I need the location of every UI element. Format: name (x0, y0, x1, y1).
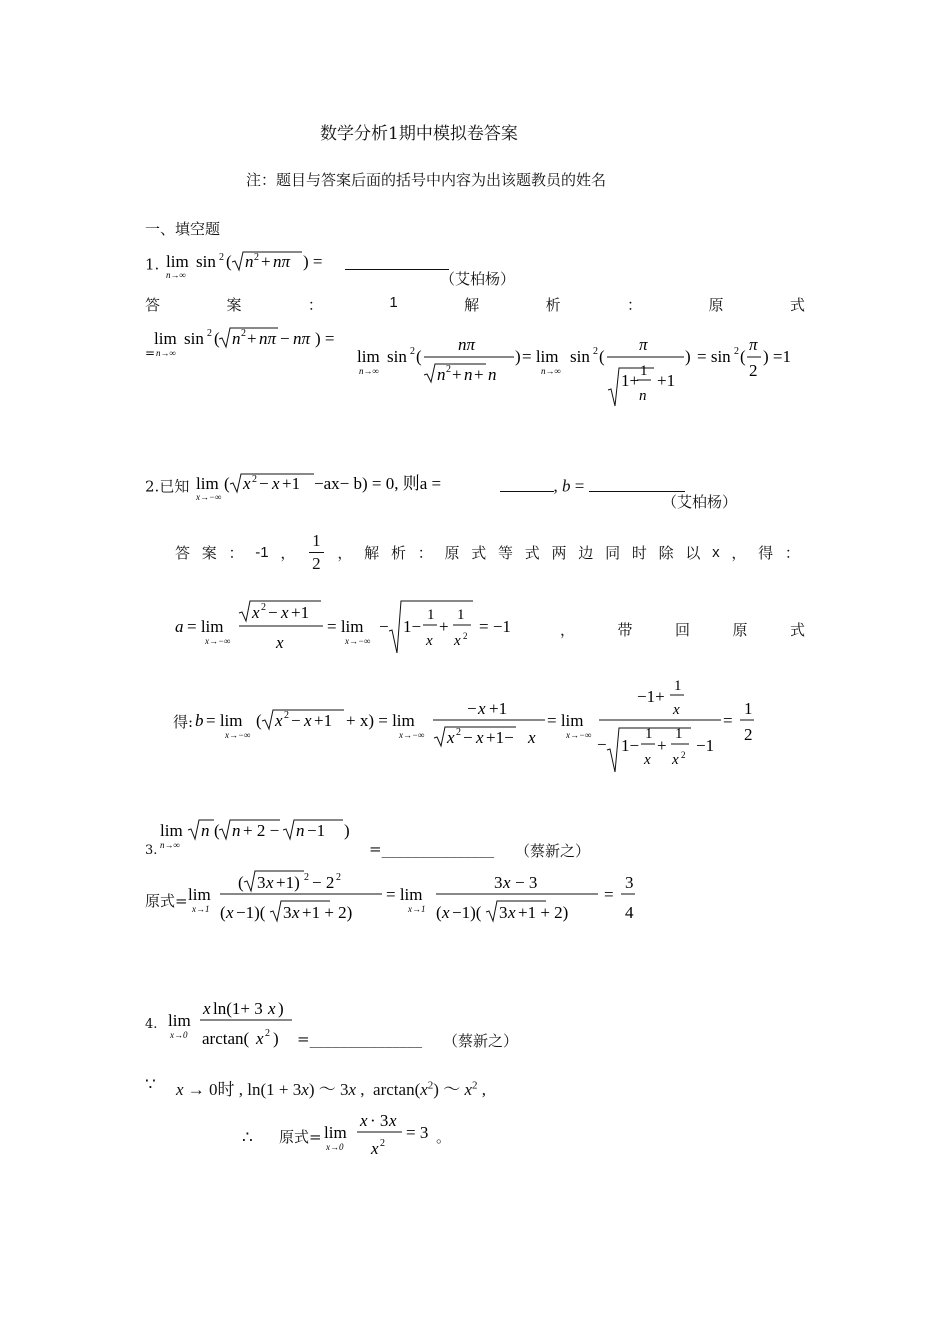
q1-answer-char: ： (307, 296, 323, 314)
q2-answer-char: 析 (390, 544, 406, 562)
svg-text:2: 2 (284, 710, 289, 721)
svg-text:2: 2 (410, 346, 415, 357)
svg-text:−1: −1 (307, 821, 326, 840)
svg-text:+1: +1 (489, 699, 508, 718)
author-note: 注：题目与答案后面的括号中内容为出该题教员的姓名 (246, 171, 607, 189)
q2-daihui-row (560, 619, 805, 640)
svg-text:2: 2 (380, 1138, 385, 1149)
svg-text:x: x (672, 752, 679, 768)
svg-text:−ax− b) = 0, 则a =: −ax− b) = 0, 则a = (314, 474, 442, 493)
svg-text:): ) (344, 821, 350, 840)
svg-text:1+: 1+ (621, 371, 640, 390)
svg-text:+: + (474, 365, 484, 384)
q1-question (145, 250, 449, 280)
svg-text:+1): +1) (276, 873, 300, 892)
q2-answer-x: x (712, 544, 720, 561)
q2-answer-char: 原 (444, 544, 460, 562)
q2-blank-a[interactable] (500, 477, 554, 492)
q2-answer-line (175, 530, 800, 575)
svg-text:(: ( (220, 903, 226, 922)
svg-text:x: x (442, 903, 450, 922)
svg-text:= 3: = 3 (406, 1123, 429, 1142)
svg-text:n: n (639, 388, 647, 404)
q1-answer-char: 解 (464, 296, 480, 314)
svg-text:1−: 1− (621, 736, 640, 755)
svg-text:) =1: ) =1 (763, 347, 791, 366)
q4-end: 。 (436, 1128, 452, 1146)
svg-text:n: n (245, 252, 254, 271)
svg-text:−1)(: −1)( (236, 903, 266, 922)
q2-answer-char: 案 (201, 544, 217, 562)
svg-text:x: x (528, 728, 536, 747)
svg-text:sin: sin (184, 329, 204, 348)
svg-text:x: x (508, 903, 516, 922)
q3-number: 3. (145, 843, 158, 858)
q1-answer-char: 式 (789, 296, 805, 314)
svg-text:2: 2 (304, 872, 309, 883)
q2-question: 2.已知 lim x→−∞ ( x 2 − x +1 −ax− b) = 0, 则a = , b = (145, 472, 685, 502)
svg-text:lim: lim (357, 347, 380, 366)
svg-text:2: 2 (463, 631, 468, 641)
svg-text:3: 3 (494, 873, 503, 892)
svg-text:(: ( (238, 873, 244, 892)
svg-text:2: 2 (446, 364, 451, 375)
svg-text:lim: lim (188, 885, 211, 904)
q1-answer-char: 原 (708, 296, 724, 314)
svg-text:x: x (644, 752, 651, 768)
svg-text:n: n (232, 821, 241, 840)
svg-text:nπ: nπ (293, 329, 311, 348)
q2-answer-char: 以 (685, 544, 701, 562)
svg-text:lim: lim (168, 1011, 191, 1030)
q2-answer-char: 得 (758, 544, 774, 562)
svg-text:−1: −1 (696, 736, 715, 755)
q2-daihui-line (560, 619, 805, 640)
svg-text:2: 2 (265, 1028, 270, 1039)
svg-text:lim: lim (196, 474, 220, 493)
svg-text:1: 1 (675, 726, 683, 742)
q1-answer-char: ： (627, 296, 643, 314)
svg-text:2: 2 (749, 361, 758, 380)
svg-text:+1: +1 (657, 371, 676, 390)
svg-text:x→−∞: x→−∞ (399, 730, 425, 740)
svg-text:n: n (464, 365, 473, 384)
svg-text:= lim: = lim (522, 347, 559, 366)
q4-solution-label: 原式= (279, 1128, 322, 1146)
q2-prefix: 已知 (159, 477, 190, 496)
svg-text:· 3: · 3 (370, 1111, 389, 1130)
q2-answer-char: 边 (578, 544, 594, 562)
svg-text:x: x (389, 1111, 397, 1130)
svg-text:2: 2 (336, 872, 341, 883)
svg-text:−: − (280, 329, 290, 348)
svg-text:2: 2 (261, 602, 266, 613)
svg-text:x: x (272, 474, 280, 493)
svg-text:): ) (278, 999, 284, 1018)
svg-text:x: x (252, 603, 260, 622)
svg-text:x: x (226, 903, 234, 922)
section-heading: 一、填空题 (145, 220, 221, 238)
q2-answer-char: 解 (364, 544, 380, 562)
svg-text:+1 + 2): +1 + 2) (518, 903, 569, 922)
q2-daihui-char: ， (560, 621, 576, 639)
svg-text:n→∞: n→∞ (541, 366, 561, 376)
svg-text:nπ: nπ (259, 329, 277, 348)
svg-text:x: x (673, 702, 680, 718)
q2-answer-char: ， (280, 544, 296, 562)
svg-text:x→−∞: x→−∞ (225, 730, 251, 740)
svg-text:= lim: = lim (187, 617, 224, 636)
svg-text:1: 1 (744, 699, 753, 718)
svg-text:x→1: x→1 (408, 904, 426, 914)
q1-solution-formula (152, 320, 812, 419)
q3-solution-formula (186, 866, 646, 940)
svg-text:x: x (275, 711, 283, 730)
svg-text:+1 + 2): +1 + 2) (302, 903, 353, 922)
svg-text:nπ: nπ (458, 335, 476, 354)
q2-answer-char: ， (731, 544, 747, 562)
svg-text:= lim: = lim (386, 885, 423, 904)
svg-text:−: − (597, 735, 607, 754)
svg-text:n→∞: n→∞ (156, 348, 176, 358)
q1-answer-blank[interactable] (345, 255, 449, 270)
svg-text:n→∞: n→∞ (160, 840, 180, 850)
svg-text:= lim: = lim (547, 711, 584, 730)
svg-text:) =: ) = (315, 329, 335, 348)
svg-text:+1: +1 (291, 603, 310, 622)
q2-answer-char: ， (337, 544, 353, 562)
svg-text:−1)(: −1)( (452, 903, 482, 922)
svg-text:nπ: nπ (273, 252, 291, 271)
svg-text:+: + (261, 252, 271, 271)
q3-question-formula (158, 814, 373, 858)
svg-text:−: − (463, 728, 473, 747)
svg-text:1−: 1− (403, 617, 422, 636)
svg-text:3: 3 (499, 903, 508, 922)
svg-text:+ 2 −: + 2 − (243, 821, 280, 840)
svg-text:= sin: = sin (697, 347, 731, 366)
svg-text:): ) (515, 347, 521, 366)
q1-answer-line (145, 294, 805, 315)
svg-text:x: x (476, 728, 484, 747)
q4-author: （蔡新之） (443, 1032, 519, 1050)
q3-solution-label: 原式= (145, 892, 188, 910)
svg-text:(: ( (599, 347, 605, 366)
svg-text:= lim: = lim (327, 617, 364, 636)
svg-text:(: ( (416, 347, 422, 366)
svg-text:(: ( (226, 252, 233, 271)
svg-text:π: π (639, 335, 648, 354)
svg-text:x: x (243, 474, 251, 493)
svg-text:x: x (292, 903, 300, 922)
svg-text:2: 2 (593, 346, 598, 357)
svg-text:2: 2 (241, 328, 246, 339)
svg-text:2: 2 (252, 474, 258, 485)
q1-answer-value: 1 (389, 294, 398, 311)
svg-text:n: n (201, 821, 210, 840)
q4-equivalence: x → 0时 , ln(1 + 3x) ～ 3x , $\arctan(x^2)$ ～ $x^2$ , (176, 1079, 486, 1099)
svg-text:+1−: +1− (486, 728, 514, 747)
svg-text:x→−∞: x→−∞ (345, 636, 371, 646)
q2-answer-char: 两 (551, 544, 567, 562)
q1-answer-char: 析 (545, 296, 561, 314)
svg-text:3: 3 (257, 873, 266, 892)
svg-text:) =: ) = (303, 252, 323, 271)
svg-text:+: + (452, 365, 462, 384)
svg-text:x: x (478, 699, 486, 718)
svg-text:+1: +1 (314, 711, 333, 730)
svg-text:x: x (266, 873, 274, 892)
svg-text:sin: sin (387, 347, 407, 366)
svg-text:−: − (291, 711, 301, 730)
q2-answer-char: 式 (471, 544, 487, 562)
svg-text:n: n (488, 365, 497, 384)
svg-text:lim: lim (166, 252, 190, 271)
svg-text:(: ( (224, 474, 231, 493)
svg-text:= lim: = lim (206, 711, 243, 730)
svg-text:(: ( (740, 347, 746, 366)
svg-text:−: − (259, 474, 270, 493)
svg-text:3: 3 (283, 903, 292, 922)
svg-text:2: 2 (681, 750, 686, 760)
q2-answer-b: $\frac{1}{2}$ (309, 530, 324, 575)
svg-text:lim: lim (160, 821, 183, 840)
svg-text:(: ( (256, 711, 262, 730)
svg-text:− 3: − 3 (515, 873, 538, 892)
svg-text:=: = (604, 885, 614, 904)
q1-number: 1. (145, 255, 160, 274)
svg-text:x→0: x→0 (326, 1142, 344, 1152)
q1-author: （艾柏杨） (440, 270, 516, 288)
svg-text:(: ( (214, 329, 220, 348)
q2-de: 得: (173, 713, 194, 731)
q2-answer-char: 除 (658, 544, 674, 562)
svg-text:x→1: x→1 (192, 904, 210, 914)
because-symbol: ∵ (145, 1075, 156, 1095)
svg-text:2: 2 (254, 252, 260, 263)
svg-text:−1+: −1+ (637, 687, 665, 706)
svg-text:+1: +1 (282, 474, 301, 493)
q4-solution-formula (322, 1108, 432, 1168)
q2-a-formula (173, 595, 533, 659)
q2-answer-char: ： (228, 544, 244, 562)
svg-text:x: x (276, 633, 284, 652)
q3-blank[interactable]: =_______________ (369, 840, 495, 858)
svg-text:(: ( (436, 903, 442, 922)
svg-text:n: n (296, 821, 305, 840)
svg-text:x→−∞: x→−∞ (205, 636, 231, 646)
q2-author: （艾柏杨） (662, 493, 738, 511)
q1-question-formula (164, 252, 344, 280)
svg-text:x→−∞: x→−∞ (196, 492, 222, 502)
q1-answer-prefix-row (145, 294, 805, 315)
svg-text:x: x (371, 1139, 379, 1158)
svg-text:2: 2 (744, 725, 753, 744)
svg-text:+: + (439, 617, 449, 636)
svg-text:=: = (723, 711, 733, 730)
q2-answer-char: 时 (631, 544, 647, 562)
svg-text:n→∞: n→∞ (166, 270, 187, 280)
svg-text:− 2: − 2 (312, 873, 335, 892)
svg-text:+: + (657, 736, 667, 755)
page-title: 数学分析1期中模拟卷答案 (320, 124, 518, 144)
q2-answer-char: ： (417, 544, 433, 562)
svg-text:x: x (203, 999, 211, 1018)
svg-text:b: b (195, 711, 204, 730)
q2-answer-row (175, 530, 800, 575)
svg-text:4: 4 (625, 903, 634, 922)
svg-text:−: − (467, 699, 477, 718)
svg-text:sin: sin (196, 252, 217, 271)
svg-text:−: − (379, 617, 389, 636)
svg-text:2: 2 (207, 328, 212, 339)
svg-text:a: a (175, 617, 184, 636)
svg-text:x: x (304, 711, 312, 730)
q2-answer-char: 等 (498, 544, 514, 562)
svg-text:ln(1+ 3: ln(1+ 3 (213, 999, 263, 1018)
svg-text:arctan(: arctan( (202, 1029, 250, 1048)
svg-text:x: x (447, 728, 455, 747)
q1-answer-char: 答 (145, 296, 161, 314)
svg-text:1: 1 (640, 363, 648, 379)
svg-text:n: n (232, 329, 241, 348)
svg-text:x: x (281, 603, 289, 622)
q2-answer-char: 答 (175, 544, 191, 562)
svg-text:+: + (247, 329, 257, 348)
svg-text:1: 1 (457, 607, 465, 623)
q1-answer-char: 案 (226, 296, 242, 314)
svg-text:x: x (426, 633, 433, 649)
q2-daihui-char: 式 (789, 621, 805, 639)
q4-question-formula (166, 994, 306, 1060)
svg-text:(: ( (214, 821, 220, 840)
svg-text:x→−∞: x→−∞ (566, 730, 592, 740)
svg-text:n: n (437, 365, 446, 384)
q3-author: （蔡新之） (515, 842, 591, 860)
svg-text:x: x (268, 999, 276, 1018)
svg-text:x: x (454, 633, 461, 649)
q2-daihui-char: 原 (732, 621, 748, 639)
q1-equals: = (145, 346, 156, 360)
svg-text:n→∞: n→∞ (359, 366, 379, 376)
q2-answer-char: 式 (524, 544, 540, 562)
svg-text:+ x) = lim: + x) = lim (346, 711, 415, 730)
therefore-symbol: ∴ (242, 1128, 253, 1148)
svg-text:π: π (749, 335, 758, 354)
svg-text:1: 1 (645, 726, 653, 742)
svg-text:lim: lim (324, 1123, 347, 1142)
q4-blank[interactable]: =_______________ (297, 1030, 423, 1048)
svg-text:2: 2 (219, 252, 225, 263)
svg-text:1: 1 (427, 607, 435, 623)
svg-text:x→0: x→0 (170, 1030, 188, 1040)
q4-number: 4. (145, 1017, 158, 1032)
q2-blank-b[interactable] (589, 477, 685, 492)
svg-text:sin: sin (570, 347, 590, 366)
q2-b-formula (193, 672, 773, 786)
svg-text:): ) (273, 1029, 279, 1048)
svg-text:x: x (360, 1111, 368, 1130)
q2-daihui-char: 带 (617, 621, 633, 639)
svg-text:x: x (256, 1029, 264, 1048)
svg-text:3: 3 (625, 873, 634, 892)
svg-text:1: 1 (674, 678, 682, 694)
svg-text:= −1: = −1 (479, 617, 511, 636)
q2-number: 2. (145, 477, 160, 496)
svg-text:x: x (503, 873, 511, 892)
svg-text:2: 2 (456, 727, 461, 738)
svg-text:): ) (685, 347, 691, 366)
q2-answer-char: ： (784, 544, 800, 562)
svg-text:2: 2 (734, 346, 739, 357)
svg-text:lim: lim (154, 329, 177, 348)
q2-daihui-char: 回 (674, 621, 690, 639)
svg-text:−: − (268, 603, 278, 622)
q2-answer-char: 同 (605, 544, 621, 562)
q2-answer-a: -1 (255, 544, 269, 561)
